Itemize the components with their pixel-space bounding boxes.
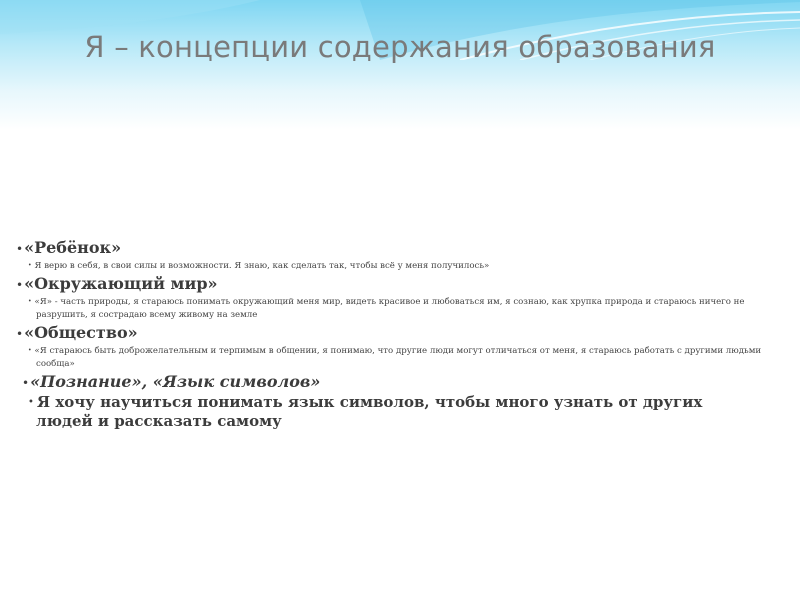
list-item-text: [28, 344, 786, 371]
bullet-icon: •: [28, 397, 34, 408]
bullet-icon: •: [16, 278, 24, 292]
heading-text: «Общество»: [24, 323, 138, 342]
heading-text: «Познание»: [30, 372, 142, 391]
bullet-icon: •: [28, 347, 32, 354]
bullet-icon: •: [16, 327, 24, 341]
slide-title: Я – концепции содержания образования: [84, 30, 716, 64]
item-text: «Я» - часть природы, я стараюсь понимать окружающий меня мир, видеть красивое и любоваться им, я сознаю, как хрупка природа и стараюсь ничего не разрушить, я сострадаю всему живому на земле: [34, 297, 745, 320]
item-text: Я верю в себя, в свои силы и возможности. Я знаю, как сделать так, чтобы всё у меня получилось»: [34, 261, 490, 271]
item-text: Я хочу научиться понимать язык символов, чтобы много узнать от других людей и рассказать самому: [36, 393, 703, 430]
heading-text: «Окружающий мир»: [24, 274, 218, 293]
list-item-text: [28, 259, 786, 273]
bullet-icon: •: [16, 242, 24, 256]
header-background: [0, 0, 800, 130]
list-item-text: [28, 393, 726, 430]
list-item-heading: [16, 274, 786, 295]
item-text: «Я стараюсь быть доброжелательным и терпимым в общении, я понимаю, что другие люди могут отличаться от меня, я стараюсь работать с другими людьми сообща»: [34, 346, 762, 369]
list-item-heading: [16, 323, 786, 344]
bullet-icon: •: [22, 376, 30, 390]
list-item-heading: [22, 372, 786, 393]
bullet-icon: •: [28, 262, 32, 269]
content-list: [16, 238, 786, 430]
heading-text: «Язык символов»: [152, 372, 321, 391]
heading-text: «Ребёнок»: [24, 238, 122, 257]
list-item-heading: [16, 238, 786, 259]
bullet-icon: •: [28, 298, 32, 305]
heading-separator: ,: [141, 372, 153, 391]
list-item-text: [28, 295, 786, 322]
